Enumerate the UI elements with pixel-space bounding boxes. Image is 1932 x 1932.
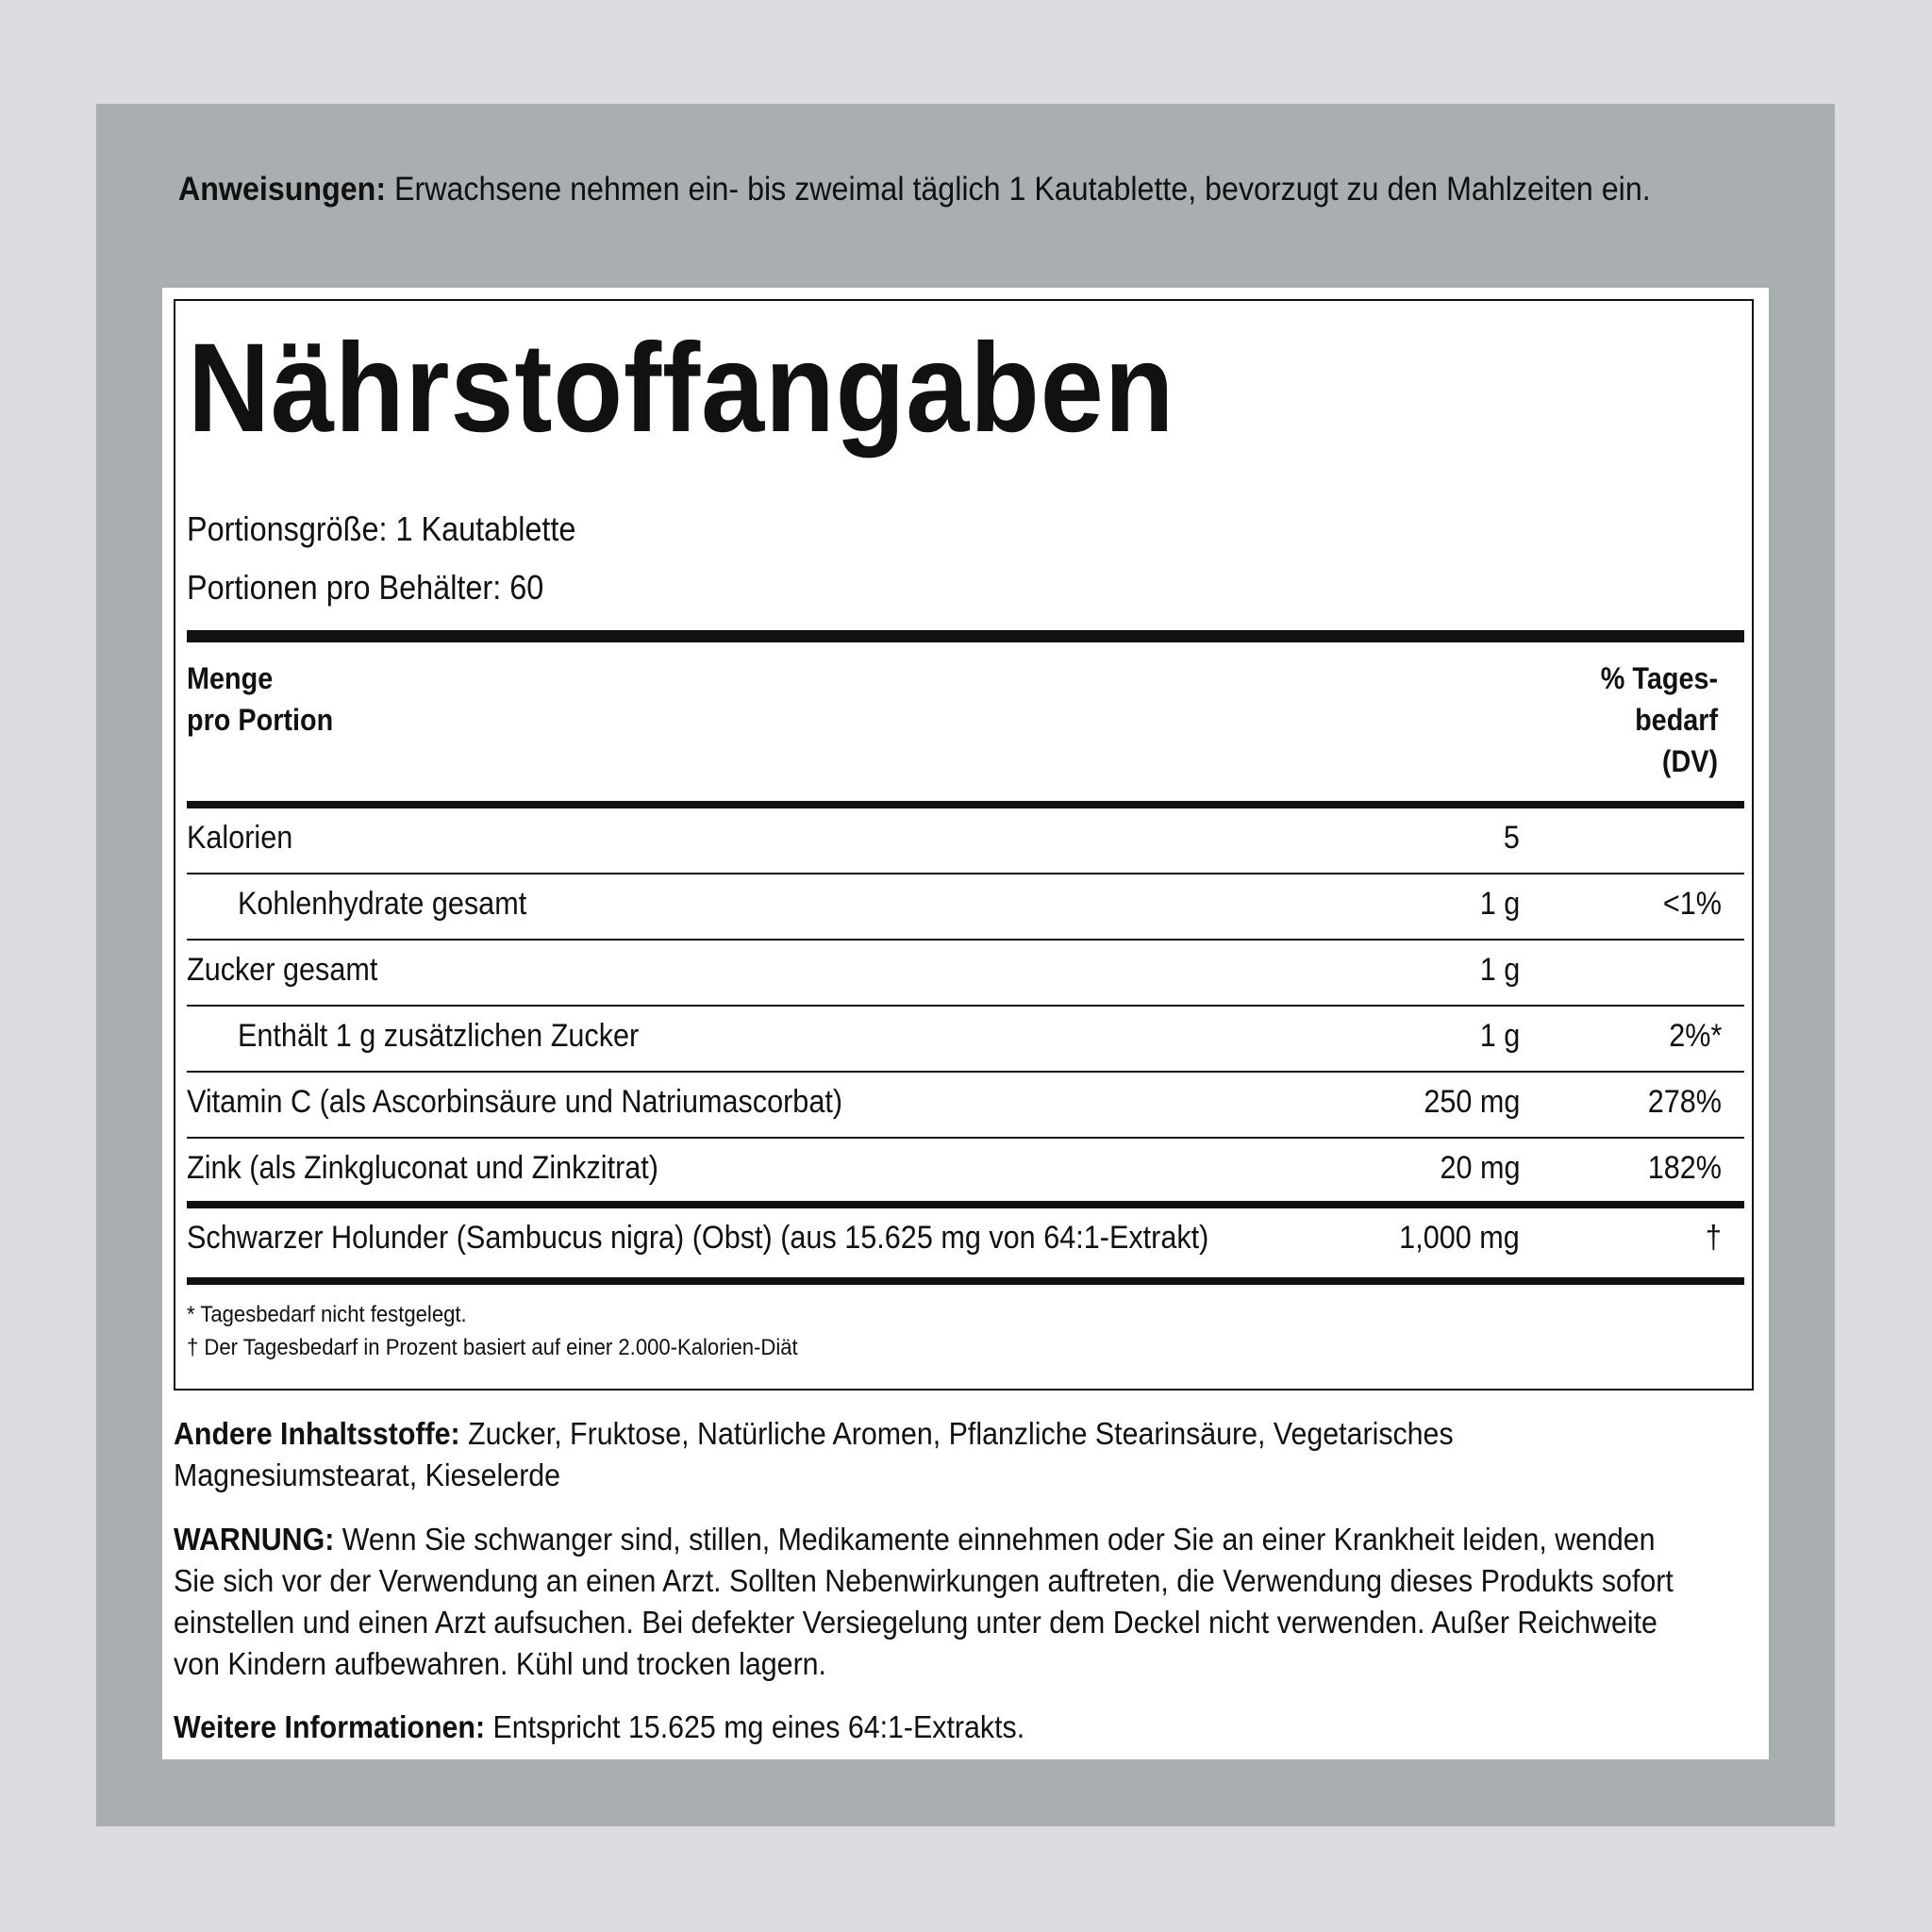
nutrient-dv: <1%	[1662, 886, 1722, 922]
nutrient-dv: †	[1705, 1220, 1722, 1256]
warning-label: WARNUNG:	[174, 1522, 335, 1557]
nutrient-row	[187, 874, 1744, 939]
directions-label: Anweisungen:	[178, 171, 387, 208]
directions-text	[178, 166, 1706, 213]
servings-per-container: Portionen pro Behälter: 60	[187, 568, 544, 607]
nutrient-amount: 5	[1503, 820, 1520, 856]
divider-medium	[187, 1277, 1744, 1285]
warning-text: Wenn Sie schwanger sind, stillen, Medikamente einnehmen oder Sie an einer Krankheit leiden, wenden Sie sich vor der Verwendung an einen Arzt. Sollten Nebenwirkungen auftreten, die Verwendung dieses Produkts sofort einstellen und einen Arzt aufsuchen. Bei defekter Versiegelung unter dem Deckel nicht verwenden. Außer Reichweite von Kindern aufbewahren. Kühl und trocken lagern.	[174, 1522, 1674, 1681]
divider-thick	[187, 630, 1744, 642]
nutrient-name: Kohlenhydrate gesamt	[238, 886, 527, 922]
nutrient-amount: 20 mg	[1439, 1150, 1520, 1186]
nutrient-name: Kalorien	[187, 820, 293, 856]
amount-per-serving-header	[187, 658, 333, 741]
nutrient-name: Zink (als Zinkgluconat und Zinkzitrat)	[187, 1150, 658, 1186]
nutrient-row	[187, 1139, 1744, 1203]
nutrient-dv: 182%	[1647, 1150, 1722, 1186]
other-ingredients-text: Zucker, Fruktose, Natürliche Aromen, Pflanzliche Stearinsäure, Vegetarisches Magnesiumstearat, Kieselerde	[174, 1416, 1454, 1492]
divider-medium	[187, 1201, 1744, 1208]
nutrient-row	[187, 1208, 1744, 1273]
nutrient-amount: 1 g	[1479, 1018, 1520, 1054]
nutrition-facts-box	[174, 299, 1754, 1391]
label-background	[96, 104, 1835, 1826]
more-info-label: Weitere Informationen:	[174, 1709, 486, 1744]
divider-medium	[187, 801, 1744, 808]
warning	[174, 1519, 1684, 1685]
nutrition-facts-title: Nährstoffangaben	[188, 318, 1175, 458]
nutrient-name: Vitamin C (als Ascorbinsäure und Natriumascorbat)	[187, 1084, 843, 1120]
other-ingredients-label: Andere Inhaltsstoffe:	[174, 1416, 460, 1451]
nutrient-amount: 1,000 mg	[1399, 1220, 1520, 1256]
info-panel	[162, 288, 1769, 1759]
directions-body: Erwachsene nehmen ein- bis zweimal täglich 1 Kautablette, bevorzugt zu den Mahlzeiten ein.	[386, 171, 1651, 208]
header-right-line2: bedarf	[1634, 703, 1718, 737]
other-ingredients	[174, 1413, 1684, 1496]
nutrient-row	[187, 941, 1744, 1005]
nutrient-amount: 1 g	[1479, 952, 1520, 988]
nutrient-row	[187, 808, 1744, 873]
nutrient-row	[187, 1073, 1744, 1137]
footnote-calorie-diet: † Der Tagesbedarf in Prozent basiert auf einer 2.000-Kalorien-Diät	[187, 1335, 798, 1360]
nutrient-amount: 1 g	[1479, 886, 1520, 922]
nutrient-row	[187, 1007, 1744, 1071]
nutrient-dv: 278%	[1647, 1084, 1722, 1120]
daily-value-header	[1601, 658, 1718, 782]
nutrient-amount: 250 mg	[1423, 1084, 1520, 1120]
header-right-line3: (DV)	[1661, 744, 1718, 778]
nutrient-name: Zucker gesamt	[187, 952, 378, 988]
nutrient-name: Schwarzer Holunder (Sambucus nigra) (Obst) (aus 15.625 mg von 64:1-Extrakt)	[187, 1220, 1209, 1256]
nutrient-dv: 2%*	[1668, 1018, 1722, 1054]
footnote-dv-not-established: * Tagesbedarf nicht festgelegt.	[187, 1302, 467, 1327]
serving-size: Portionsgröße: 1 Kautablette	[187, 509, 576, 548]
more-info	[174, 1707, 1684, 1748]
more-info-text: Entspricht 15.625 mg eines 64:1-Extrakts.	[485, 1709, 1025, 1744]
header-right-line1: % Tages-	[1600, 661, 1718, 695]
header-left-line1: Menge	[187, 661, 274, 695]
nutrient-name: Enthält 1 g zusätzlichen Zucker	[238, 1018, 640, 1054]
header-left-line2: pro Portion	[187, 703, 334, 737]
